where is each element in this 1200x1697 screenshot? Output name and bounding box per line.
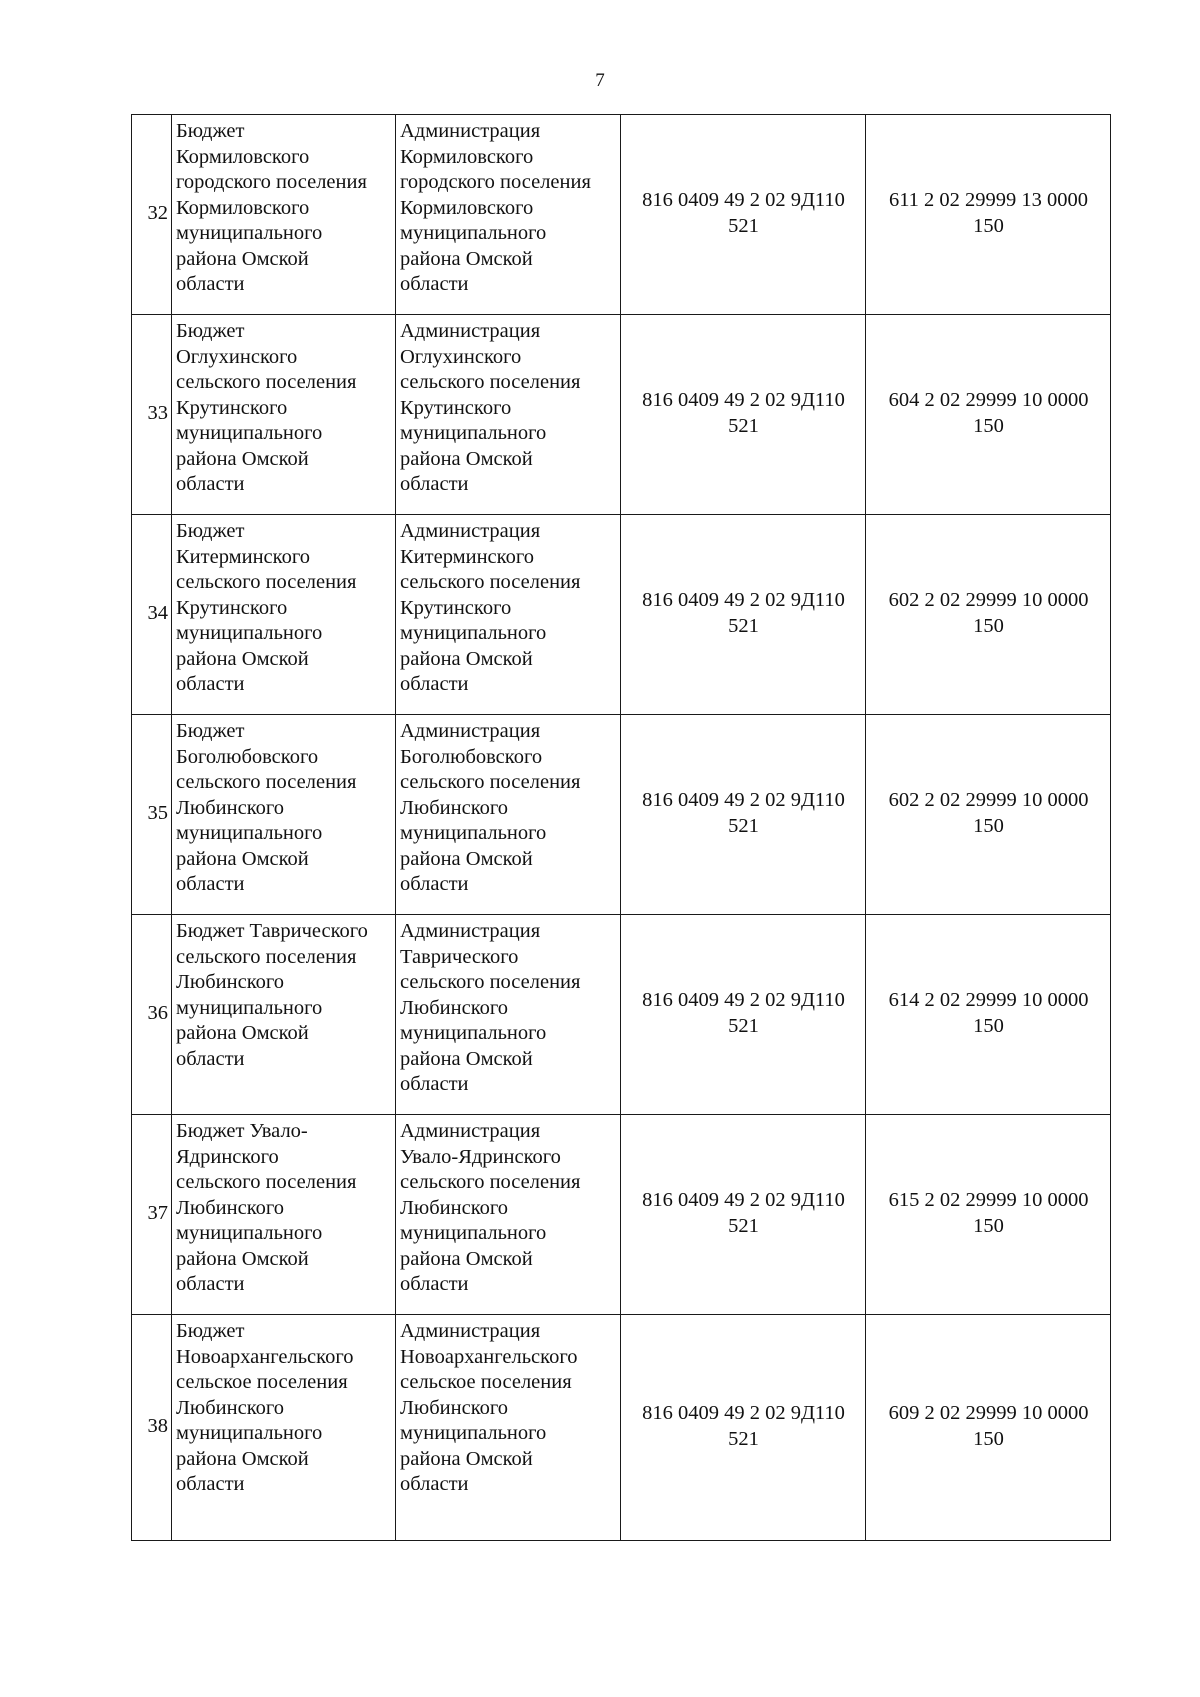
row-number: 35: [132, 715, 172, 915]
expense-code-line-2: 521: [728, 414, 759, 437]
table-row: [132, 715, 1111, 915]
revenue-code: [866, 115, 1111, 315]
revenue-code-line-2: 150: [973, 614, 1004, 637]
revenue-code: [866, 715, 1111, 915]
expense-code: [621, 1115, 866, 1315]
expense-code-line-1: 816 0409 49 2 02 9Д110: [642, 389, 845, 411]
expense-code: [621, 515, 866, 715]
expense-code: [621, 115, 866, 315]
expense-code-line-1: 816 0409 49 2 02 9Д110: [642, 1189, 845, 1211]
expense-code: [621, 715, 866, 915]
revenue-code-line-2: 150: [973, 1427, 1004, 1450]
revenue-code-line-1: 602 2 02 29999 10 0000: [888, 789, 1089, 811]
revenue-code: [866, 915, 1111, 1115]
revenue-code-line-1: 609 2 02 29999 10 0000: [888, 1402, 1089, 1424]
expense-code: [621, 1315, 866, 1541]
table-row: [132, 515, 1111, 715]
page-number: 7: [595, 70, 605, 91]
revenue-code-line-2: 150: [973, 214, 1004, 237]
revenue-code-line-1: 611 2 02 29999 13 0000: [888, 189, 1089, 211]
budget-name: Бюджет Боголюбовского сельского поселения Любинского муниципального района Омской области: [172, 715, 396, 915]
administrator-name: Администрация Таврического сельского поселения Любинского муниципального района Омской области: [396, 915, 621, 1115]
row-number: 37: [132, 1115, 172, 1315]
revenue-code-line-1: 614 2 02 29999 10 0000: [888, 989, 1089, 1011]
expense-code-line-1: 816 0409 49 2 02 9Д110: [642, 789, 845, 811]
budget-name: Бюджет Увало- Ядринского сельского поселения Любинского муниципального района Омской области: [172, 1115, 396, 1315]
budget-name: Бюджет Таврического сельского поселения Любинского муниципального района Омской области: [172, 915, 396, 1115]
revenue-code-line-1: 602 2 02 29999 10 0000: [888, 589, 1089, 611]
administrator-name: Администрация Новоархангельского сельское поселения Любинского муниципального района Омской области: [396, 1315, 621, 1541]
administrator-name: Администрация Оглухинского сельского поселения Крутинского муниципального района Омской области: [396, 315, 621, 515]
budget-name: Бюджет Кормиловского городского поселения Кормиловского муниципального района Омской области: [172, 115, 396, 315]
expense-code-line-1: 816 0409 49 2 02 9Д110: [642, 589, 845, 611]
expense-code: [621, 315, 866, 515]
expense-code-line-2: 521: [728, 614, 759, 637]
table-row: [132, 1115, 1111, 1315]
budget-table: [131, 114, 1111, 1541]
table-row: [132, 315, 1111, 515]
row-number: 32: [132, 115, 172, 315]
administrator-name: Администрация Боголюбовского сельского поселения Любинского муниципального района Омской области: [396, 715, 621, 915]
revenue-code-line-1: 604 2 02 29999 10 0000: [888, 389, 1089, 411]
revenue-code-line-1: 615 2 02 29999 10 0000: [888, 1189, 1089, 1211]
row-number: 33: [132, 315, 172, 515]
expense-code-line-2: 521: [728, 1214, 759, 1237]
expense-code-line-2: 521: [728, 214, 759, 237]
table-row: [132, 1315, 1111, 1541]
expense-code: [621, 915, 866, 1115]
budget-name: Бюджет Новоархангельского сельское поселения Любинского муниципального района Омской области: [172, 1315, 396, 1541]
revenue-code-line-2: 150: [973, 1214, 1004, 1237]
budget-name: Бюджет Оглухинского сельского поселения Крутинского муниципального района Омской области: [172, 315, 396, 515]
revenue-code: [866, 1315, 1111, 1541]
revenue-code-line-2: 150: [973, 1014, 1004, 1037]
revenue-code-line-2: 150: [973, 414, 1004, 437]
revenue-code: [866, 515, 1111, 715]
expense-code-line-2: 521: [728, 814, 759, 837]
revenue-code: [866, 1115, 1111, 1315]
administrator-name: Администрация Кормиловского городского поселения Кормиловского муниципального района Омской области: [396, 115, 621, 315]
administrator-name: Администрация Китерминского сельского поселения Крутинского муниципального района Омской области: [396, 515, 621, 715]
expense-code-line-2: 521: [728, 1427, 759, 1450]
expense-code-line-2: 521: [728, 1014, 759, 1037]
row-number: 38: [132, 1315, 172, 1541]
row-number: 34: [132, 515, 172, 715]
table-row: [132, 115, 1111, 315]
row-number: 36: [132, 915, 172, 1115]
expense-code-line-1: 816 0409 49 2 02 9Д110: [642, 989, 845, 1011]
budget-name: Бюджет Китерминского сельского поселения Крутинского муниципального района Омской области: [172, 515, 396, 715]
revenue-code-line-2: 150: [973, 814, 1004, 837]
administrator-name: Администрация Увало-Ядринского сельского поселения Любинского муниципального района Омской области: [396, 1115, 621, 1315]
table-row: [132, 915, 1111, 1115]
revenue-code: [866, 315, 1111, 515]
expense-code-line-1: 816 0409 49 2 02 9Д110: [642, 189, 845, 211]
expense-code-line-1: 816 0409 49 2 02 9Д110: [642, 1402, 845, 1424]
